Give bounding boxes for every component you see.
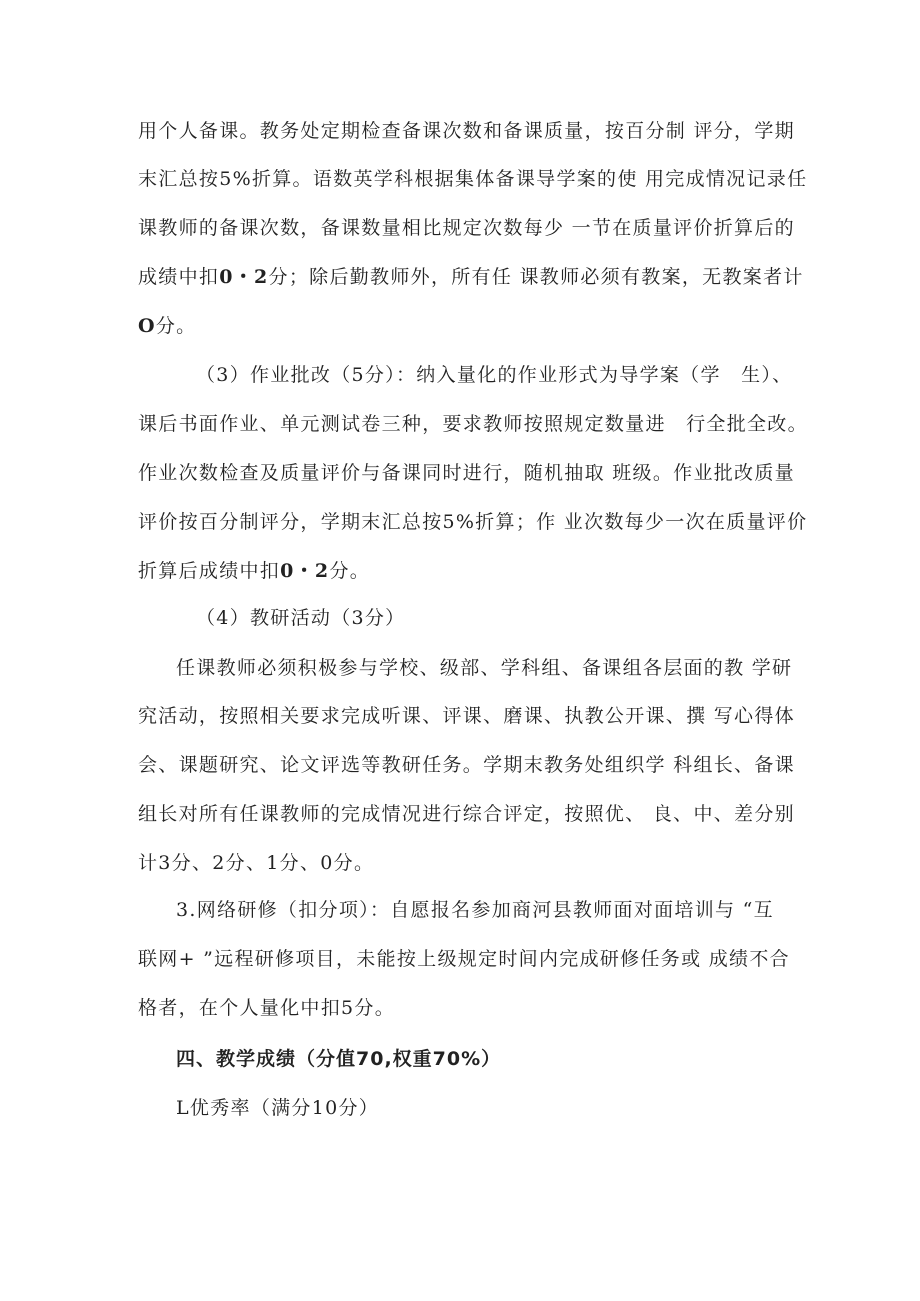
paragraph-line: 用个人备课。教务处定期检查备课次数和备课质量，按百分制 评分，学期 [138,120,795,142]
score-value: O [138,315,156,337]
paragraph-line [138,313,196,339]
paragraph-line: 组长对所有任课教师的完成情况进行综合评定，按照优、 良、中、差分别 [138,803,795,825]
paragraph-line: 会、课题研究、论文评选等教研任务。学期末教务处组织学 科组长、备课 [138,754,795,776]
section-heading-research: （4）教研活动（3分） [196,607,406,629]
deduction-value: 0・2 [280,560,330,582]
paragraph-line: 评价按百分制评分，学期末汇总按5%折算；作 业次数每少一次在质量评价 [138,511,808,533]
section-heading-homework: （3）作业批改（5分）：纳入量化的作业形式为导学案（学 生）、 [196,364,793,386]
paragraph-line: 计3分、2分、1分、0分。 [138,852,375,874]
paragraph-line: 任课教师必须积极参与学校、级部、学科组、备课组各层面的教 学研 [176,657,793,679]
text-segment: 成绩中扣 [138,266,220,288]
text-segment: 分。 [155,315,197,337]
text-segment: 分。 [329,560,371,582]
paragraph-line: 课教师的备课次数，备课数量相比规定次数每少 一节在质量评价折算后的 [138,217,795,239]
section-heading-online-training: 3.网络研修（扣分项）：自愿报名参加商河县教师面对面培训与 “互 [176,899,774,921]
sub-heading-excellence-rate: L优秀率（满分10分） [176,1097,380,1119]
text-segment: 折算后成绩中扣 [138,560,281,582]
paragraph-line: 末汇总按5%折算。语数英学科根据集体备课导学案的使 用完成情况记录任 [138,168,808,190]
paragraph-line: 联网+ ”远程研修项目，未能按上级规定时间内完成研修任务或 成绩不合 [138,948,790,970]
paragraph-line [138,558,370,584]
paragraph-line: 课后书面作业、单元测试卷三种，要求教师按照规定数量进 行全批全改。 [138,413,808,435]
paragraph-line: 作业次数检查及质量评价与备课同时进行，随机抽取 班级。作业批改质量 [138,462,795,484]
chapter-heading-teaching-results: 四、教学成绩（分值70,权重70%） [176,1048,502,1070]
paragraph-line: 究活动，按照相关要求完成听课、评课、磨课、执教公开课、撰 写心得体 [138,705,795,727]
paragraph-line: 格者，在个人量化中扣5分。 [138,997,395,1019]
deduction-value: 0・2 [219,266,269,288]
paragraph-line [138,264,804,290]
text-segment: 分；除后勤教师外，所有任 课教师必须有教案，无教案者计 [268,266,804,288]
